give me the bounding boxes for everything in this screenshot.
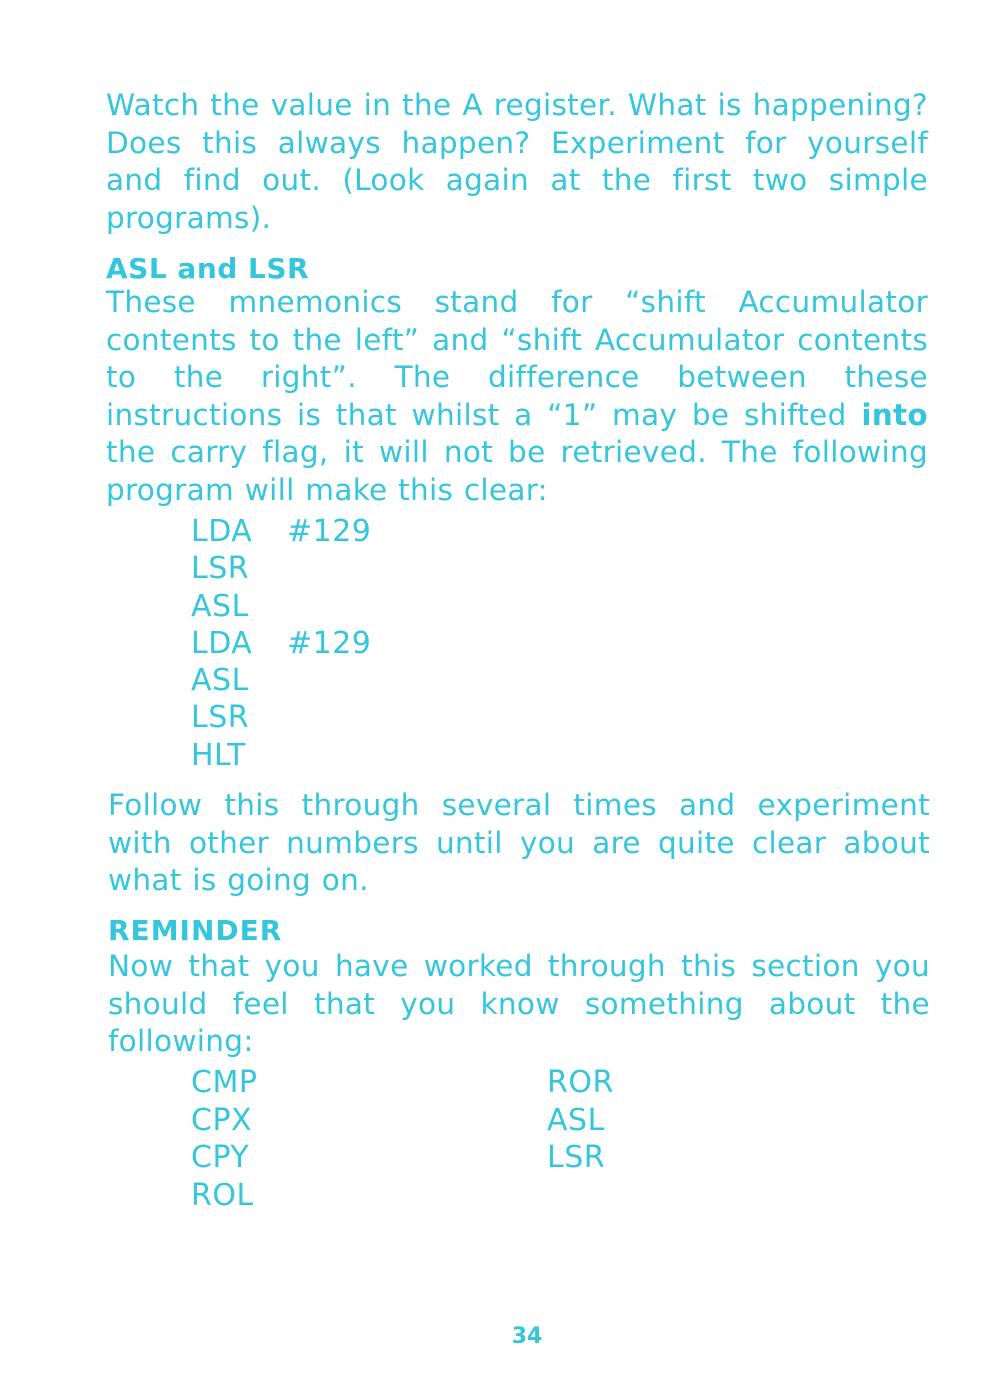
mnemonic: ASL bbox=[191, 663, 249, 699]
list-item: CPX bbox=[191, 1102, 253, 1138]
mnemonic: LSR bbox=[191, 551, 250, 587]
experiment-paragraph: Follow this through several times and experiment with other numbers until you are quite clear about what is going on. bbox=[108, 788, 930, 897]
emphasis-into: into bbox=[861, 397, 928, 432]
list-item: ASL bbox=[547, 1102, 605, 1138]
asl-lsr-text-1: These mnemonics stand for “shift Accumulator contents to the left” and “shift Accumulator contents to the right”. The difference between these instructions is that whilst a “1” may be shifted bbox=[106, 285, 928, 432]
mnemonic: LDA bbox=[191, 625, 253, 661]
mnemonic: LSR bbox=[191, 700, 250, 736]
mnemonic: ASL bbox=[191, 588, 249, 624]
program-line bbox=[191, 737, 371, 774]
list-item: LSR bbox=[547, 1140, 606, 1175]
program-line bbox=[191, 625, 371, 662]
mnemonic: HLT bbox=[191, 737, 246, 773]
operand: #129 bbox=[287, 514, 372, 549]
program-line bbox=[191, 588, 371, 625]
section-heading-asl-lsr: ASL and LSR bbox=[106, 252, 310, 285]
reminder-list-right bbox=[547, 1064, 614, 1177]
page-number: 34 bbox=[511, 1324, 543, 1349]
asl-lsr-paragraph bbox=[106, 284, 928, 509]
program-line bbox=[191, 550, 371, 587]
mnemonic: LDA bbox=[191, 514, 253, 549]
list-item: ROL bbox=[191, 1177, 254, 1213]
operand: #129 bbox=[287, 625, 372, 661]
reminder-list-left bbox=[191, 1064, 257, 1214]
list-item: CPY bbox=[191, 1140, 250, 1175]
asl-lsr-text-2: the carry flag, it will not be retrieved. The following program will make this clear: bbox=[106, 435, 928, 507]
program-line bbox=[191, 662, 371, 699]
reminder-paragraph: Now that you have worked through this section you should feel that you know something about the following: bbox=[108, 949, 930, 1058]
program-listing bbox=[191, 513, 371, 774]
list-item: ROR bbox=[547, 1065, 614, 1100]
program-line bbox=[191, 699, 371, 736]
section-heading-reminder: REMINDER bbox=[108, 914, 283, 947]
list-item: CMP bbox=[191, 1065, 258, 1100]
program-line bbox=[191, 513, 371, 550]
intro-paragraph: Watch the value in the A register. What is happening? Does this always happen? Experiment for yourself and find out. (Look again at the first two simple programs). bbox=[106, 88, 928, 235]
